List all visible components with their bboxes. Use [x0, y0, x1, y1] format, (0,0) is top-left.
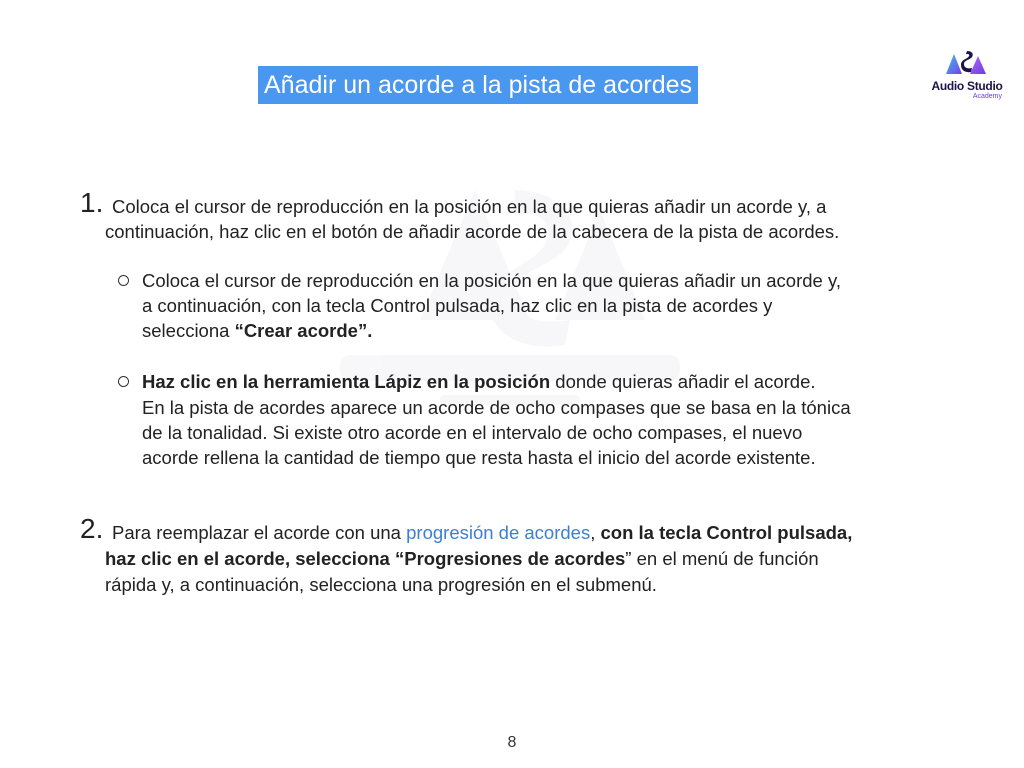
sub-1-line-1: Coloca el cursor de reproducción en la posición en la que quieras añadir un acorde y, — [142, 270, 841, 291]
chord-progression-link[interactable]: progresión de acordes — [406, 522, 591, 543]
sub-2-line-1: Haz clic en la herramienta Lápiz en la posición donde quieras añadir el acorde. — [142, 371, 816, 392]
bullet-2-icon — [118, 376, 129, 387]
step-2-line-2: haz clic en el acorde, selecciona “Progresiones de acordes” en el menú de función — [105, 548, 819, 569]
audio-studio-logo-icon — [944, 48, 988, 78]
page-number: 8 — [507, 734, 517, 751]
sub-1-line-2: a continuación, con la tecla Control pulsada, haz clic en la pista de acordes y — [142, 295, 773, 316]
bullet-1-icon — [118, 275, 129, 286]
step-1-line-1: Coloca el cursor de reproducción en la posición en la que quieras añadir un acorde y, a — [112, 196, 827, 217]
slide-title: Añadir un acorde a la pista de acordes — [258, 66, 698, 104]
sub-2-line-4: acorde rellena la cantidad de tiempo que resta hasta el inicio del acorde existente. — [142, 447, 816, 468]
step-1-line-2: continuación, haz clic en el botón de añadir acorde de la cabecera de la pista de acordes. — [105, 221, 840, 242]
sub-2-line-2: En la pista de acordes aparece un acorde de ocho compases que se basa en la tónica — [142, 397, 851, 418]
brand-logo — [924, 48, 1010, 104]
step-2-number: 2. — [80, 513, 104, 544]
logo-subtitle: Academy — [972, 93, 1002, 100]
logo-name: Audio Studio — [931, 79, 1003, 93]
sub-1-line-3: selecciona “Crear acorde”. — [142, 320, 373, 341]
step-1-number: 1. — [80, 187, 104, 218]
step-2-line-1: Para reemplazar el acorde con una progresión de acordes, con la tecla Control pulsada, — [112, 522, 853, 543]
sub-2-line-3: de la tonalidad. Si existe otro acorde en el intervalo de ocho compases, el nuevo — [142, 422, 803, 443]
step-2-line-3: rápida y, a continuación, selecciona una progresión en el submenú. — [105, 574, 657, 595]
